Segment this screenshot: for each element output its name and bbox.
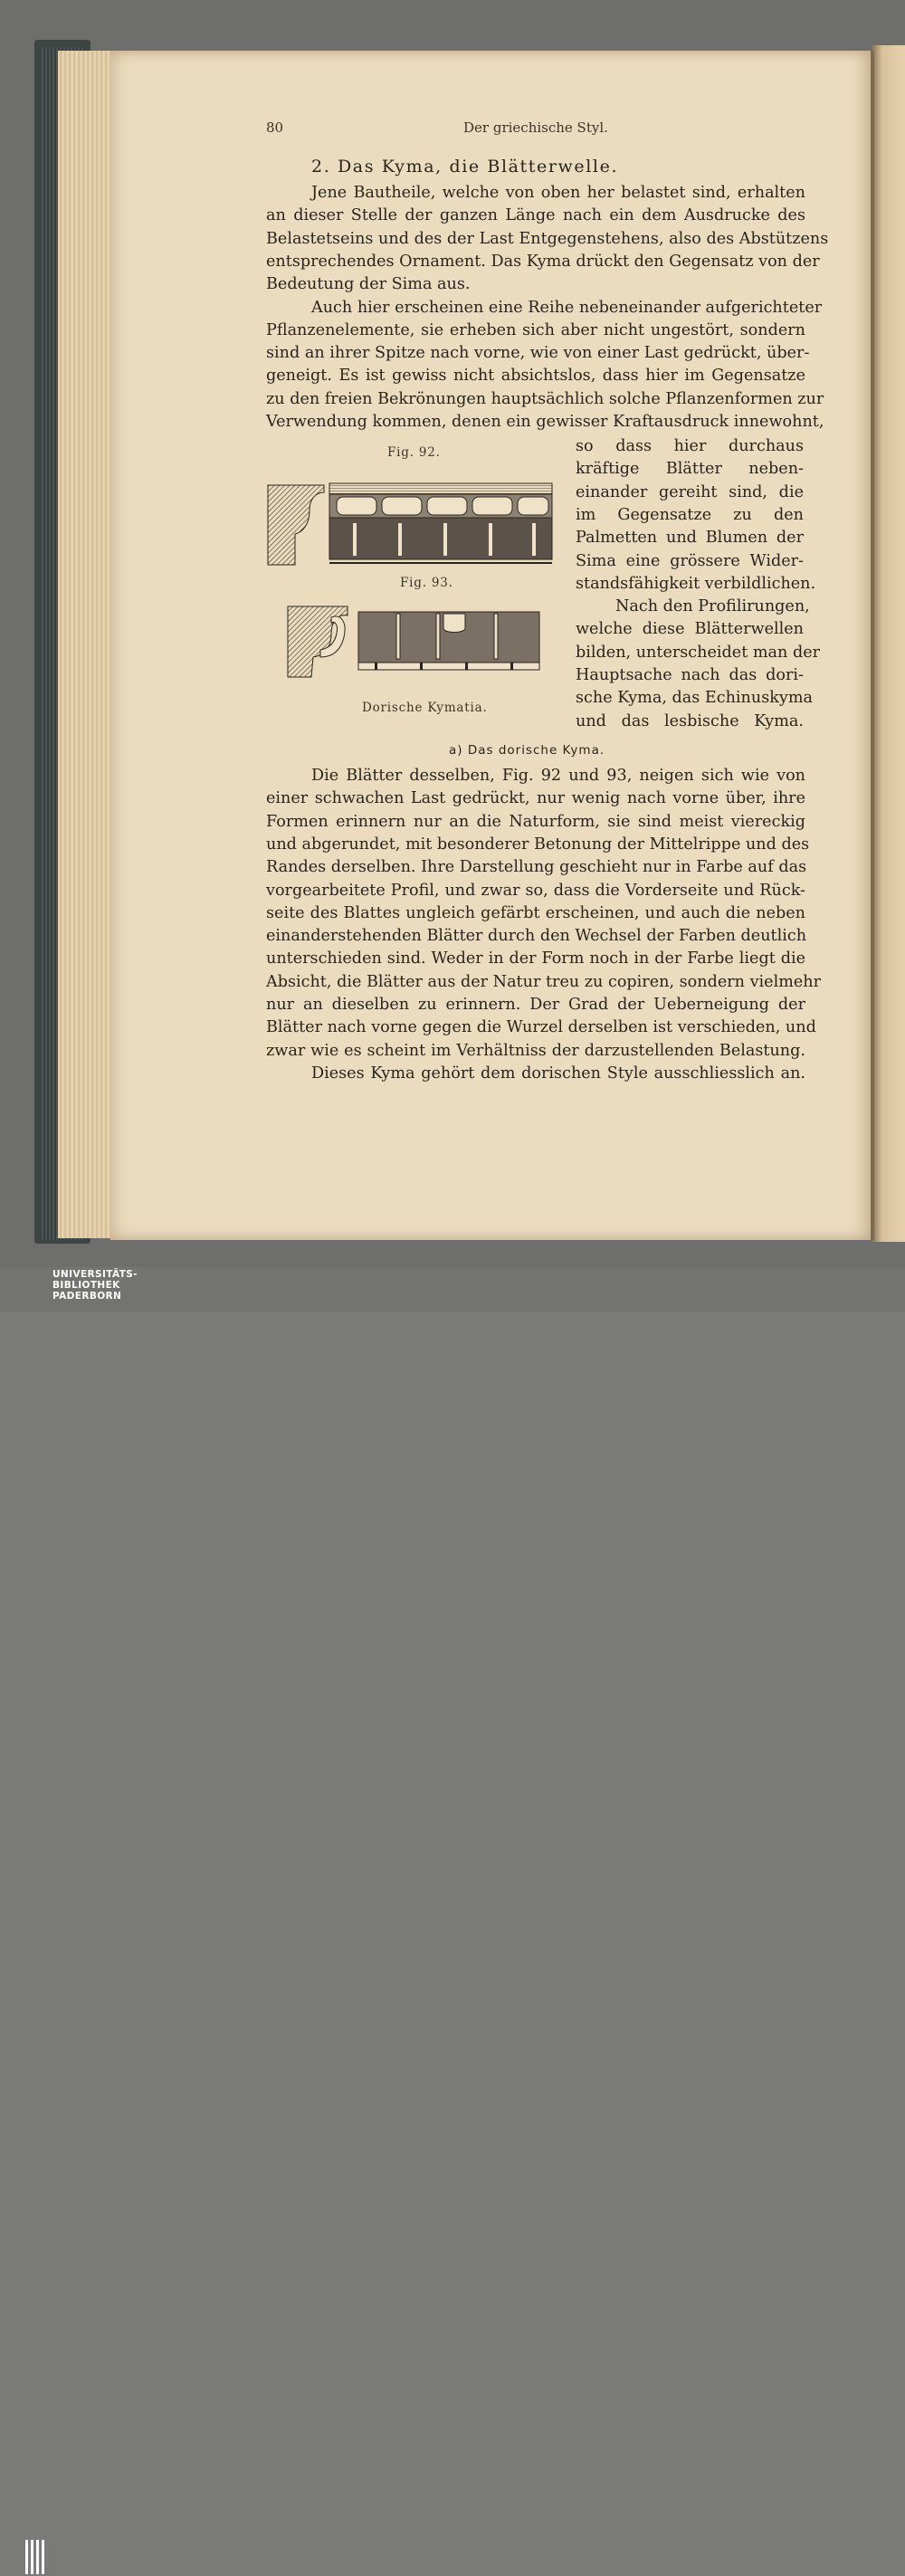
text-line: Absicht, die Blätter aus der Natur treu zu copiren, sondern vielmehr bbox=[266, 972, 822, 991]
page-gutter bbox=[871, 51, 874, 1240]
text-line: Nach den Profilirungen, bbox=[615, 597, 810, 616]
text-line: und abgerundet, mit besonderer Betonung der Mittelrippe und des bbox=[266, 835, 810, 854]
text-line: Randes derselben. Ihre Darstellung geschieht nur in Farbe auf das bbox=[266, 858, 807, 877]
text-line: und das lesbische Kyma. bbox=[576, 711, 804, 730]
text-line: Blätter nach vorne gegen die Wurzel derselben ist verschieden, und bbox=[266, 1018, 816, 1037]
library-name-line1: UNIVERSITÄTS- bbox=[52, 1269, 138, 1280]
text-line: Hauptsache nach das dori- bbox=[576, 666, 804, 684]
library-name-line2: BIBLIOTHEK bbox=[52, 1280, 120, 1291]
text-line: Formen erinnern nur an die Naturform, sie sind meist viereckig bbox=[266, 812, 805, 831]
text-line: standsfähigkeit verbildlichen. bbox=[576, 574, 816, 593]
page-number: 80 bbox=[266, 119, 284, 136]
text-line: nur an dieselben zu erinnern. Der Grad der Ueberneigung der bbox=[266, 996, 805, 1014]
text-line: Dieses Kyma gehört dem dorischen Style ausschliesslich an. bbox=[311, 1064, 805, 1083]
text-line: bilden, unterscheidet man der bbox=[576, 643, 821, 662]
page-edges bbox=[58, 51, 113, 1238]
text-line: Palmetten und Blumen der bbox=[576, 529, 804, 548]
text-line: unterschieden sind. Weder in der Form noch in der Farbe liegt die bbox=[266, 949, 805, 968]
library-name-line3: PADERBORN bbox=[52, 1291, 122, 1302]
text-line: kräftige Blätter neben- bbox=[576, 460, 804, 479]
book-page bbox=[110, 51, 872, 1240]
text-line: einander gereiht sind, die bbox=[576, 482, 804, 501]
text-line: an dieser Stelle der ganzen Länge nach ein dem Ausdrucke des bbox=[266, 206, 805, 225]
text-line: Pflanzenelemente, sie erheben sich aber nicht ungestört, sondern bbox=[266, 320, 805, 339]
text-line: im Gegensatze zu den bbox=[576, 505, 804, 524]
text-line: welche diese Blätterwellen bbox=[576, 620, 804, 639]
next-page-edge bbox=[872, 45, 905, 1242]
text-line: sind an ihrer Spitze nach vorne, wie von einer Last gedrückt, über- bbox=[266, 344, 810, 363]
text-line: geneigt. Es ist gewiss nicht absichtslos, dass hier im Gegensatze bbox=[266, 367, 805, 386]
figure-caption: Dorische Kymatia. bbox=[362, 701, 488, 715]
text-line: zu den freien Bekrönungen hauptsächlich solche Pflanzenformen zur bbox=[266, 389, 824, 408]
fig92-label: Fig. 92. bbox=[387, 445, 441, 460]
section-heading: 2. Das Kyma, die Blätterwelle. bbox=[311, 157, 619, 177]
text-line: so dass hier durchaus bbox=[576, 437, 804, 455]
text-line: Sima eine grössere Wider- bbox=[576, 551, 804, 570]
library-logo-icon bbox=[25, 2538, 45, 2576]
fig92-illustration bbox=[264, 480, 554, 570]
scan-area bbox=[0, 0, 905, 1267]
text-line: Die Blätter desselben, Fig. 92 und 93, neigen sich wie von bbox=[311, 767, 805, 785]
fig93-illustration bbox=[284, 605, 547, 681]
text-line: zwar wie es scheint im Verhältniss der darzustellenden Belastung. bbox=[266, 1041, 805, 1060]
text-line: Auch hier erscheinen eine Reihe nebeneinander aufgerichteter bbox=[311, 298, 823, 317]
text-line: Bedeutung der Sima aus. bbox=[266, 275, 471, 294]
text-line: Belastetseins und des der Last Entgegenstehens, also des Abstützens bbox=[266, 229, 829, 248]
text-line: einanderstehenden Blätter durch den Wechsel der Farben deutlich bbox=[266, 927, 807, 946]
text-line: vorgearbeitete Profil, und zwar so, dass die Vorderseite und Rück- bbox=[266, 881, 805, 900]
text-line: sche Kyma, das Echinuskyma bbox=[576, 689, 814, 708]
text-line: entsprechendes Ornament. Das Kyma drückt den Gegensatz von der bbox=[266, 252, 820, 271]
fig93-label: Fig. 93. bbox=[400, 576, 453, 590]
subsection-heading: a) Das dorische Kyma. bbox=[449, 743, 605, 758]
text-line: Jene Bautheile, welche von oben her belastet sind, erhalten bbox=[311, 184, 805, 202]
text-line: Verwendung kommen, denen ein gewisser Kraftausdruck innewohnt, bbox=[266, 413, 824, 431]
library-footer bbox=[0, 1267, 905, 1312]
text-line: einer schwachen Last gedrückt, nur wenig nach vorne über, ihre bbox=[266, 789, 805, 808]
running-head: Der griechische Styl. bbox=[463, 119, 608, 136]
text-line: seite des Blattes ungleich gefärbt erscheinen, und auch die neben bbox=[266, 903, 805, 922]
